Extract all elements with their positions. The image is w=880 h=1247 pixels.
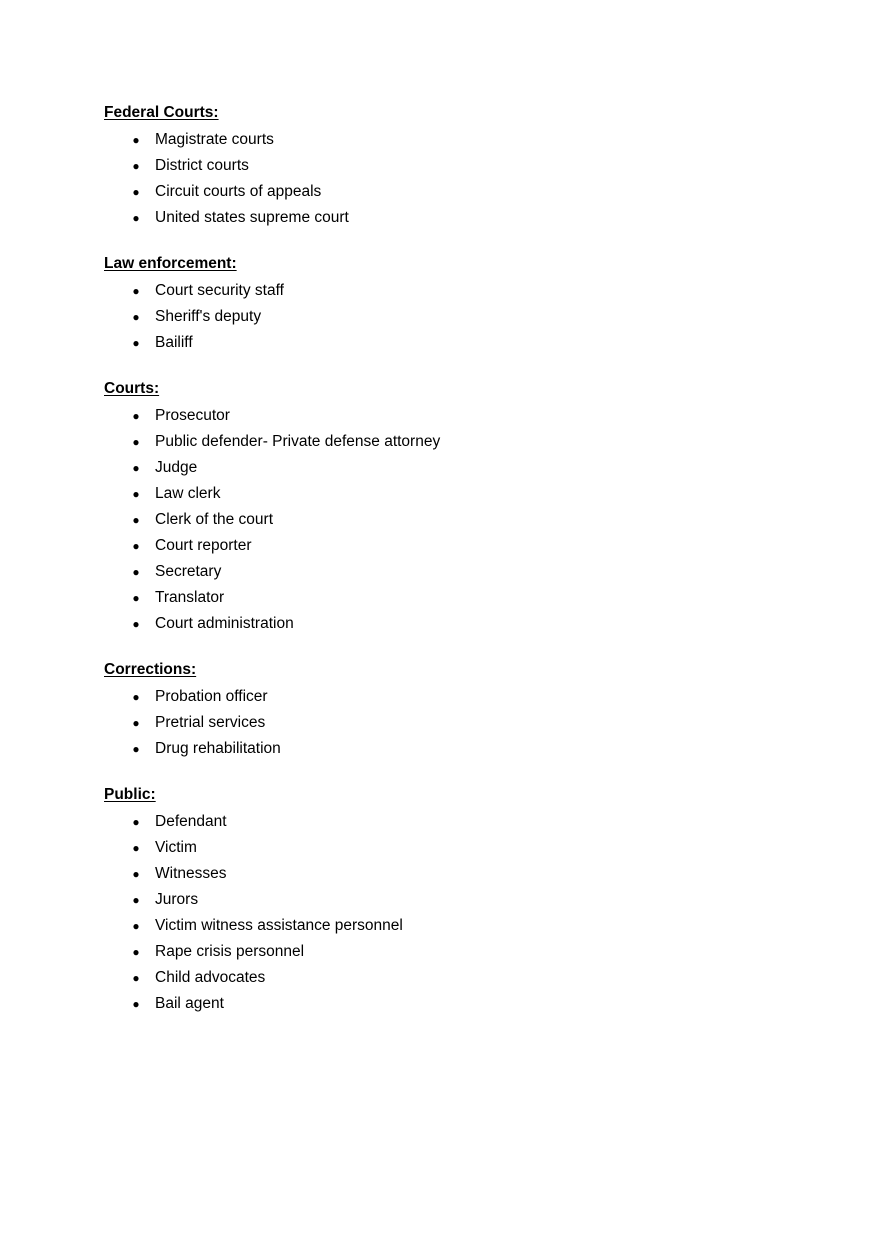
list-item	[104, 684, 804, 710]
list-item	[104, 278, 804, 304]
list-item-text: United states supreme court	[155, 209, 349, 226]
list-item	[104, 533, 804, 559]
list-item-text: Law clerk	[155, 485, 221, 502]
bullet-icon: ●	[132, 815, 140, 829]
bullet-icon: ●	[132, 310, 140, 324]
list-item-text: Child advocates	[155, 969, 266, 986]
list-item	[104, 179, 804, 205]
bullet-icon: ●	[132, 159, 140, 173]
list-item-text: Prosecutor	[155, 407, 230, 424]
section-heading: Public:	[104, 786, 156, 803]
list-item-text: Bailiff	[155, 334, 193, 351]
list-item	[104, 403, 804, 429]
list-item-text: Drug rehabilitation	[155, 740, 281, 757]
section-corrections	[104, 658, 804, 762]
bullet-icon: ●	[132, 284, 140, 298]
list-item	[104, 127, 804, 153]
list-item-text: Court security staff	[155, 282, 284, 299]
list-item-text: Court administration	[155, 615, 294, 632]
list-item	[104, 809, 804, 835]
bullet-icon: ●	[132, 539, 140, 553]
list-item	[104, 939, 804, 965]
section-heading: Corrections:	[104, 661, 197, 678]
bullet-icon: ●	[132, 211, 140, 225]
list-item-text: Sheriff's deputy	[155, 308, 262, 325]
bullet-icon: ●	[132, 487, 140, 501]
bullet-icon: ●	[132, 690, 140, 704]
bullet-icon: ●	[132, 591, 140, 605]
bullet-icon: ●	[132, 841, 140, 855]
list-item-text: Clerk of the court	[155, 511, 274, 528]
list-item-text: Pretrial services	[155, 714, 266, 731]
list-item	[104, 965, 804, 991]
list-item-text: District courts	[155, 157, 249, 174]
list-item-text: Victim	[155, 839, 197, 856]
bullet-list	[104, 684, 804, 762]
list-item	[104, 611, 804, 637]
list-item	[104, 913, 804, 939]
list-item-text: Probation officer	[155, 688, 268, 705]
list-item-text: Translator	[155, 589, 225, 606]
list-item	[104, 887, 804, 913]
list-item	[104, 455, 804, 481]
bullet-icon: ●	[132, 971, 140, 985]
bullet-list	[104, 127, 804, 231]
list-item	[104, 559, 804, 585]
list-item	[104, 304, 804, 330]
bullet-icon: ●	[132, 742, 140, 756]
bullet-icon: ●	[132, 409, 140, 423]
section-federal-courts	[104, 101, 804, 231]
section-law-enforcement	[104, 252, 804, 356]
list-item-text: Circuit courts of appeals	[155, 183, 322, 200]
list-item-text: Public defender- Private defense attorney	[155, 433, 441, 450]
list-item	[104, 153, 804, 179]
section-public	[104, 783, 804, 1017]
list-item	[104, 991, 804, 1017]
list-item-text: Defendant	[155, 813, 227, 830]
list-item	[104, 330, 804, 356]
list-item	[104, 429, 804, 455]
bullet-list	[104, 809, 804, 1017]
list-item-text: Jurors	[155, 891, 199, 908]
bullet-icon: ●	[132, 893, 140, 907]
bullet-icon: ●	[132, 617, 140, 631]
bullet-icon: ●	[132, 997, 140, 1011]
list-item-text: Judge	[155, 459, 198, 476]
section-courts	[104, 377, 804, 637]
bullet-list	[104, 403, 804, 637]
bullet-icon: ●	[132, 919, 140, 933]
list-item	[104, 585, 804, 611]
bullet-icon: ●	[132, 716, 140, 730]
section-heading: Federal Courts:	[104, 104, 219, 121]
list-item	[104, 481, 804, 507]
list-item	[104, 861, 804, 887]
bullet-icon: ●	[132, 133, 140, 147]
list-item	[104, 710, 804, 736]
list-item-text: Court reporter	[155, 537, 252, 554]
list-item-text: Rape crisis personnel	[155, 943, 305, 960]
bullet-icon: ●	[132, 435, 140, 449]
bullet-icon: ●	[132, 565, 140, 579]
bullet-icon: ●	[132, 185, 140, 199]
document-content	[104, 101, 804, 1038]
list-item-text: Victim witness assistance personnel	[155, 917, 403, 934]
bullet-icon: ●	[132, 336, 140, 350]
bullet-icon: ●	[132, 867, 140, 881]
list-item	[104, 205, 804, 231]
list-item	[104, 507, 804, 533]
list-item-text: Witnesses	[155, 865, 227, 882]
bullet-list	[104, 278, 804, 356]
list-item-text: Secretary	[155, 563, 222, 580]
bullet-icon: ●	[132, 513, 140, 527]
bullet-icon: ●	[132, 945, 140, 959]
list-item	[104, 835, 804, 861]
section-heading: Law enforcement:	[104, 255, 237, 272]
list-item-text: Magistrate courts	[155, 131, 274, 148]
section-heading: Courts:	[104, 380, 160, 397]
list-item	[104, 736, 804, 762]
bullet-icon: ●	[132, 461, 140, 475]
list-item-text: Bail agent	[155, 995, 224, 1012]
